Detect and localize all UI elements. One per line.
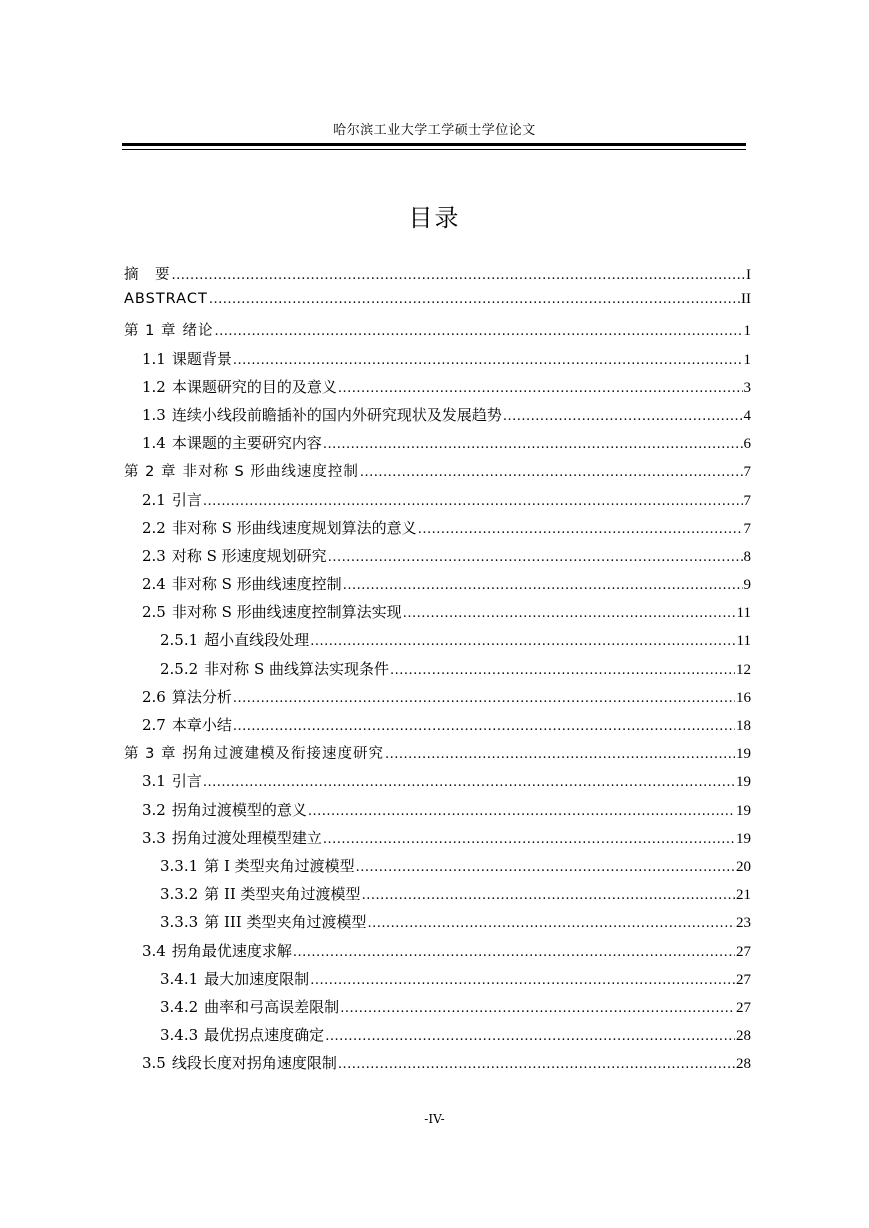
toc-entry-text: ABSTRACT [124,291,208,308]
dot-leader [343,578,743,593]
toc-entry-number: 3.4 [142,941,166,960]
toc-entry-text: 绪论 [182,323,214,340]
toc-entry-label [160,855,355,876]
toc-entry[interactable] [124,827,751,855]
table-of-contents [124,263,751,1080]
dot-leader [390,663,735,678]
page-number: -IV- [424,1112,445,1126]
toc-entry[interactable] [124,714,751,742]
toc-entry-number: 1.2 [142,377,166,396]
dot-leader [356,860,735,875]
dot-leader [214,324,742,339]
toc-entry-page: I [746,267,751,283]
toc-entry[interactable] [124,432,751,460]
toc-entry-page: 27 [736,943,751,960]
dot-leader [418,522,743,537]
toc-entry-label [124,263,171,284]
toc-entry-number: 2.3 [142,546,166,565]
dot-leader [308,804,735,819]
toc-entry-page: 9 [743,577,751,594]
toc-entry-number: 3.4.2 [160,997,199,1016]
toc-entry-number: 第 3 章 [124,746,177,763]
dot-leader [328,550,743,565]
dot-leader [503,409,743,424]
toc-entry-page: 7 [743,464,751,481]
toc-entry[interactable] [124,629,751,657]
toc-entry-text: 非对称 S 形曲线速度控制算法实现 [171,603,402,622]
toc-entry-number: 3.3.1 [160,856,199,875]
toc-entry[interactable] [124,601,751,629]
dot-leader [203,494,743,509]
toc-entry[interactable] [124,573,751,601]
toc-entry-number: 2.5 [142,603,166,622]
toc-entry-label [142,799,307,820]
toc-entry-page: 3 [743,379,751,396]
toc-entry-number: 1.1 [142,349,166,368]
toc-entry-page: 27 [736,999,751,1016]
toc-entry-text: 拐角过渡建模及衔接速度研究 [182,746,384,763]
toc-entry[interactable] [124,291,751,319]
toc-entry-text: 本章小结 [171,716,232,734]
toc-entry-text: 超小直线段处理 [204,631,310,650]
toc-entry[interactable] [124,348,751,376]
dot-leader [368,916,736,931]
toc-entry-label [160,968,309,989]
toc-entry-page: 8 [743,548,751,565]
toc-entry-page: 20 [736,858,751,875]
toc-entry[interactable] [124,1024,751,1052]
dot-leader [233,691,735,706]
toc-entry[interactable] [124,883,751,911]
toc-entry-page: 19 [736,746,751,763]
header-rule-thin [122,149,746,150]
dot-leader [293,945,735,960]
toc-entry-text: 最大加速度限制 [204,969,310,988]
toc-entry-page: 7 [743,520,751,537]
toc-entry-number: 第 1 章 [124,323,177,340]
toc-entry-label [160,658,389,679]
dot-leader [310,634,735,649]
dot-leader [310,973,735,988]
toc-entry-label [142,770,202,791]
toc-entry-number: 2.7 [142,716,166,734]
toc-entry-page: 18 [736,718,751,734]
toc-entry-text: 摘 要 [124,267,171,283]
toc-entry[interactable] [124,263,751,291]
toc-entry-text: 非对称 S 形曲线速度控制 [182,464,359,481]
toc-entry-number: 3.1 [142,772,166,791]
toc-entry-page: 11 [736,605,751,622]
toc-entry-text: 第 I 类型夹角过渡模型 [204,856,355,875]
dot-leader [209,292,740,307]
toc-entry-page: 1 [743,351,751,368]
toc-entry-text: 非对称 S 曲线算法实现条件 [204,659,389,678]
toc-entry-label [160,1024,324,1045]
header-rule-thick [122,143,746,146]
toc-entry-number: 1.4 [142,434,166,453]
toc-entry[interactable] [124,799,751,827]
toc-entry-number: 第 2 章 [124,464,177,481]
toc-entry-text: 线段长度对拐角速度限制 [171,1054,337,1073]
toc-entry-number: 3.5 [142,1054,166,1073]
toc-entry-text: 第 II 类型夹角过渡模型 [204,885,361,904]
dot-leader [338,1057,735,1072]
toc-entry-label [124,291,208,307]
toc-entry-page: 7 [743,492,751,509]
toc-entry-label [142,940,292,961]
toc-entry-text: 本课题研究的目的及意义 [171,377,337,396]
dot-leader [172,268,746,283]
toc-entry-text: 第 III 类型夹角过渡模型 [204,913,367,932]
toc-entry-label [142,348,232,369]
toc-entry-label [142,545,327,566]
toc-entry-text: 拐角过渡模型的意义 [171,800,307,819]
toc-entry[interactable] [124,658,751,686]
toc-entry-label [142,714,232,735]
toc-entry-number: 2.2 [142,518,166,537]
toc-entry-number: 1.3 [142,405,166,424]
toc-entry-page: 16 [736,689,751,706]
running-header: 哈尔滨工业大学工学硕士学位论文 [333,123,536,138]
dot-leader [340,1001,735,1016]
toc-entry-number: 2.1 [142,490,166,509]
toc-entry-label [142,404,502,425]
dot-leader [338,381,743,396]
toc-entry-label [142,432,322,453]
toc-entry[interactable] [124,545,751,573]
toc-entry-text: 算法分析 [171,687,232,706]
toc-entry[interactable] [124,517,751,545]
toc-entry[interactable] [124,489,751,517]
toc-entry[interactable] [124,940,751,968]
dot-leader [323,832,735,847]
toc-entry[interactable] [124,1052,751,1080]
toc-entry-label [142,573,342,594]
toc-entry-label [124,460,359,481]
toc-entry-text: 引言 [171,772,202,791]
toc-entry-page: 19 [736,802,751,819]
dot-leader [323,437,743,452]
toc-entry-label [142,686,232,707]
toc-entry-page: 23 [736,915,751,932]
toc-entry-number: 3.3.2 [160,885,199,904]
dot-leader [233,719,735,734]
toc-entry[interactable] [124,686,751,714]
toc-title: 目录 [408,204,461,232]
toc-entry-text: 最优拐点速度确定 [204,1026,325,1045]
toc-entry-text: 拐角最优速度求解 [171,941,292,960]
dot-leader [233,353,743,368]
toc-entry-label [142,827,322,848]
toc-entry-text: 曲率和弓高误差限制 [204,997,340,1016]
toc-entry-page: II [741,291,751,308]
toc-entry-text: 非对称 S 形曲线速度规划算法的意义 [171,518,417,537]
dot-leader [385,747,735,762]
toc-entry-number: 2.5.1 [160,631,199,650]
toc-entry-label [124,319,213,340]
toc-entry-number: 3.2 [142,800,166,819]
toc-entry[interactable] [124,911,751,939]
toc-entry-page: 28 [736,1028,751,1045]
toc-entry-number: 3.3.3 [160,913,199,932]
toc-entry-label [142,489,202,510]
toc-entry-label [124,742,384,763]
toc-entry-page: 19 [736,774,751,791]
toc-entry-page: 4 [743,407,751,424]
toc-entry-label [142,1052,337,1073]
dot-leader [203,775,735,790]
toc-entry-text: 拐角过渡处理模型建立 [171,828,322,847]
toc-entry-text: 非对称 S 形曲线速度控制 [171,575,342,594]
toc-entry-label [160,911,367,932]
toc-entry-page: 1 [743,323,751,340]
toc-entry-number: 2.6 [142,687,166,706]
toc-entry-text: 对称 S 形速度规划研究 [171,546,327,565]
toc-entry[interactable] [124,404,751,432]
toc-entry-number: 2.5.2 [160,659,199,678]
toc-entry[interactable] [124,742,751,770]
toc-entry-number: 3.3 [142,828,166,847]
toc-entry-number: 2.4 [142,575,166,594]
toc-entry-number: 3.4.1 [160,969,199,988]
toc-entry-label [142,601,402,622]
toc-entry[interactable] [124,460,751,488]
toc-entry[interactable] [124,855,751,883]
toc-entry-label [160,996,339,1017]
toc-entry-page: 12 [736,661,751,678]
toc-entry-text: 引言 [171,490,202,509]
toc-entry-text: 本课题的主要研究内容 [171,434,322,453]
dot-leader [360,465,743,480]
toc-entry-page: 6 [743,436,751,453]
toc-entry-page: 27 [736,971,751,988]
toc-entry-number: 3.4.3 [160,1026,199,1045]
dot-leader [325,1029,735,1044]
toc-entry-label [142,376,337,397]
toc-entry-page: 11 [736,633,751,650]
toc-entry-text: 连续小线段前瞻插补的国内外研究现状及发展趋势 [171,405,502,424]
toc-entry-page: 28 [736,1056,751,1073]
dot-leader [362,888,735,903]
dot-leader [403,606,736,621]
toc-entry[interactable] [124,376,751,404]
toc-entry-text: 课题背景 [171,349,232,368]
toc-entry[interactable] [124,319,751,347]
toc-entry-label [160,883,361,904]
toc-entry-label [142,517,417,538]
toc-entry[interactable] [124,968,751,996]
toc-entry-page: 21 [736,887,751,904]
toc-entry[interactable] [124,996,751,1024]
toc-entry[interactable] [124,770,751,798]
toc-entry-page: 19 [736,830,751,847]
toc-entry-label [160,629,309,650]
